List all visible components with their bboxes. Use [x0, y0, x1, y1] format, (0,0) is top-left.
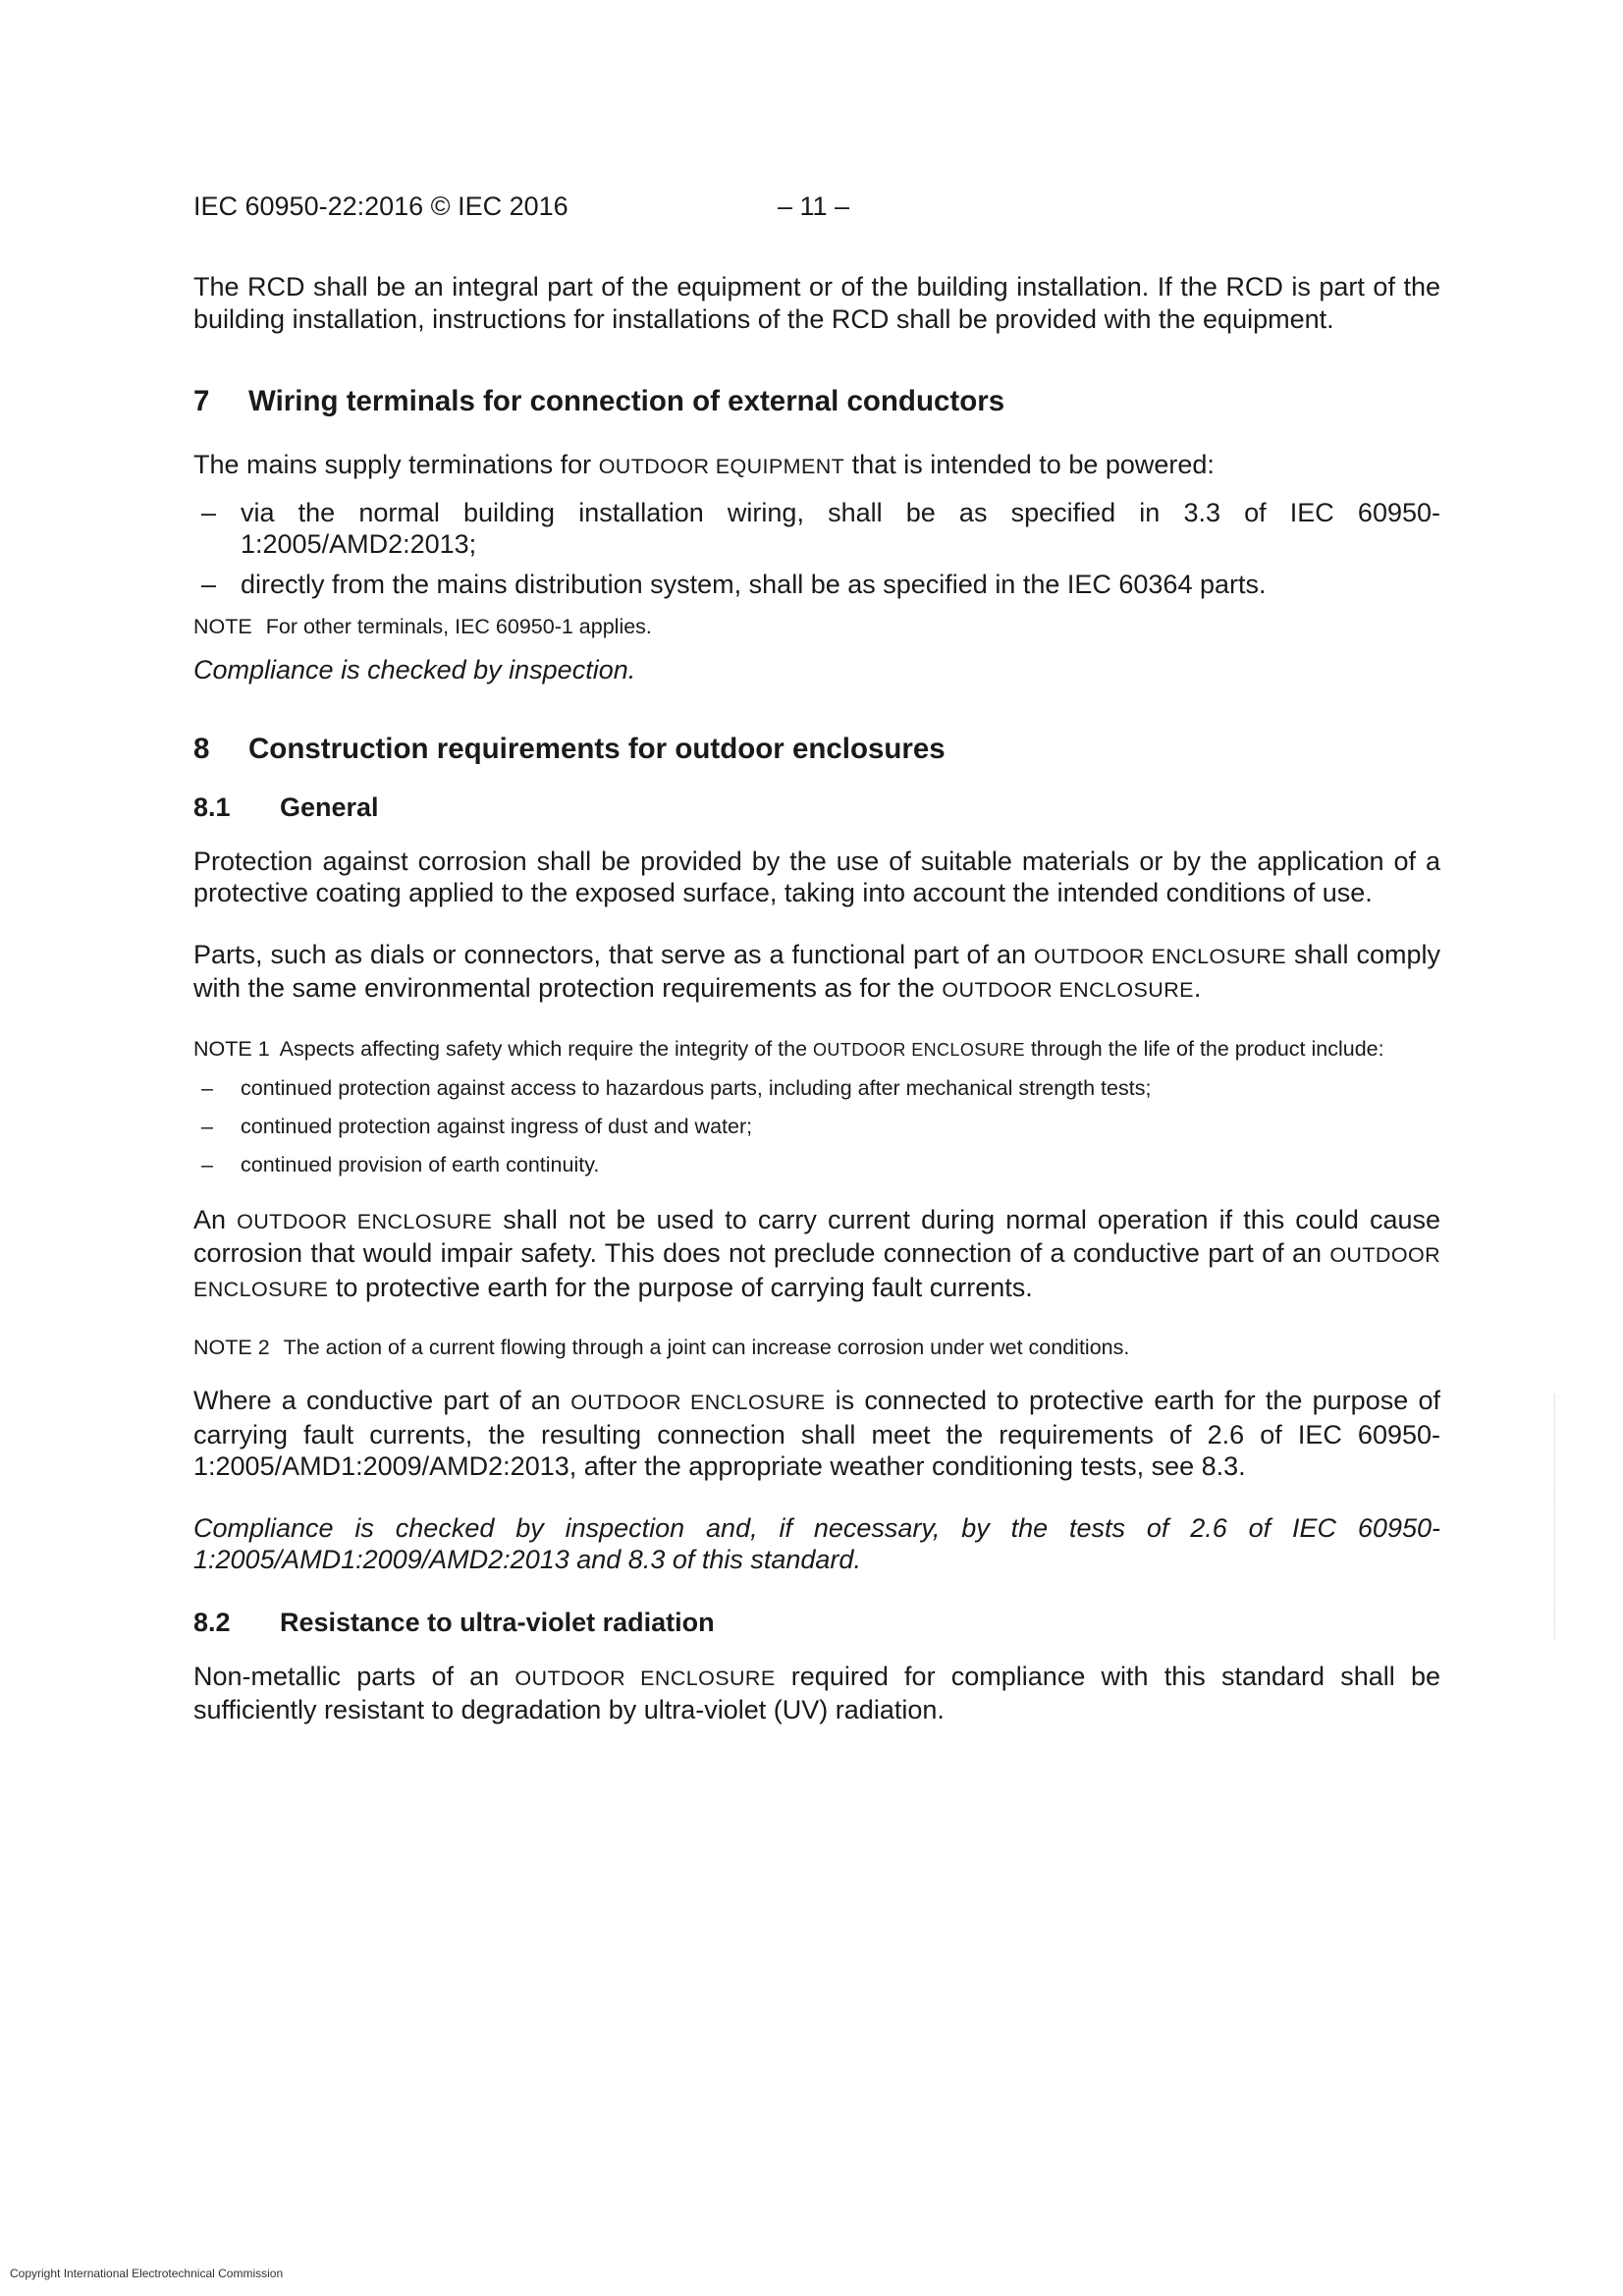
para-text: shall comply with the same environmental protection requirements as for the: [193, 939, 1440, 1003]
section-8-title: Construction requirements for outdoor enclosures: [248, 732, 946, 765]
lead-text-end: that is intended to be powered:: [844, 450, 1215, 479]
list-item: [193, 1114, 1440, 1140]
list-dash: –: [201, 569, 217, 599]
list-item-text: directly from the mains distribution system, shall be as specified in the IEC 60364 parts.: [241, 569, 1267, 599]
list-item-text: continued provision of earth continuity.: [241, 1152, 600, 1176]
para-text: required for compliance with this standard shall be sufficiently resistant to degradation by ultra-violet (UV) radiation.: [193, 1661, 1440, 1724]
note-1-list: [193, 1075, 1440, 1178]
defined-term: OUTDOOR ENCLOSURE: [1034, 944, 1286, 968]
defined-term: OUTDOOR ENCLOSURE: [193, 1243, 1440, 1301]
lead-text: The mains supply terminations for: [193, 450, 599, 479]
page-number: – 11 –: [778, 191, 850, 221]
para-text: Parts, such as dials or connectors, that serve as a functional part of an: [193, 939, 1035, 969]
section-8-2-heading: [193, 1606, 1440, 1639]
page-header: [193, 191, 1440, 225]
note-label: NOTE 1: [193, 1036, 270, 1061]
list-item-text: continued protection against ingress of dust and water;: [241, 1114, 753, 1138]
terminations-list: [193, 497, 1440, 601]
note-text: For other terminals, IEC 60950-1 applies.: [265, 615, 652, 638]
section-7-heading: [193, 384, 1440, 419]
section-8-number: 8: [193, 732, 210, 765]
defined-term: OUTDOOR ENCLOSURE: [237, 1209, 493, 1233]
section-7-title: Wiring terminals for connection of external conductors: [248, 385, 1005, 417]
document-id: IEC 60950-22:2016 © IEC 2016: [193, 191, 568, 221]
section-8-1-number: 8.1: [193, 792, 231, 822]
list-dash: –: [201, 1114, 213, 1138]
defined-term: OUTDOOR ENCLOSURE: [514, 1666, 776, 1690]
uv-paragraph: [193, 1661, 1440, 1726]
note-text: The action of a current flowing through a joint can increase corrosion under wet conditions.: [283, 1336, 1130, 1359]
corrosion-paragraph: Protection against corrosion shall be provided by the use of suitable materials or by the application of a protective coating applied to the exposed surface, taking into account the intended conditions of use.: [193, 846, 1440, 907]
list-item: [193, 497, 1440, 561]
list-item-text: via the normal building installation wiring, shall be as specified in 3.3 of IEC 60950-1:2005/AMD2:2013;: [241, 497, 1440, 559]
parts-paragraph: [193, 939, 1440, 1007]
section-8-1-title: General: [280, 792, 379, 822]
list-item: [193, 1075, 1440, 1102]
section-8-2-number: 8.2: [193, 1607, 231, 1637]
defined-term: OUTDOOR EQUIPMENT: [598, 455, 845, 478]
defined-term: OUTDOOR ENCLOSURE: [570, 1391, 826, 1414]
list-item: [193, 1152, 1440, 1178]
para-text: Non-metallic parts of an: [193, 1661, 515, 1691]
page-content: [193, 271, 1440, 1726]
list-dash: –: [201, 1152, 213, 1176]
compliance-statement: Compliance is checked by inspection.: [193, 655, 636, 684]
para-text: is connected to protective earth for the purpose of carrying fault currents, the resulting connection shall meet the requirements of 2.6 of IEC 60950-1:2005/AMD1:2009/AMD2:2013, after the appropriate weather conditioning tests, see 8.3.: [193, 1386, 1440, 1481]
note-label: NOTE 2: [193, 1336, 270, 1359]
current-paragraph: [193, 1204, 1440, 1306]
para-text: .: [1193, 973, 1202, 1003]
note-1: [193, 1036, 1440, 1064]
list-item-text: continued protection against access to hazardous parts, including after mechanical strength tests;: [241, 1075, 1152, 1100]
defined-term: OUTDOOR ENCLOSURE: [813, 1039, 1025, 1060]
section-7-lead: [193, 449, 1440, 483]
para-text: Where a conductive part of an: [193, 1386, 571, 1415]
compliance-statement-8-1: Compliance is checked by inspection and, if necessary, by the tests of 2.6 of IEC 60950-1:2005/AMD1:2009/AMD2:2013 and 8.3 of this standard.: [193, 1512, 1440, 1574]
defined-term: OUTDOOR ENCLOSURE: [942, 978, 1194, 1002]
section-8-2-title: Resistance to ultra-violet radiation: [280, 1607, 715, 1637]
note-label: NOTE: [193, 615, 252, 638]
para-text: shall not be used to carry current during normal operation if this could cause corrosion that would impair safety. This does not preclude connection of a conductive part of an: [193, 1204, 1440, 1268]
section-8-1-heading: [193, 791, 1440, 824]
list-dash: –: [201, 497, 217, 527]
section-8-heading: [193, 732, 1440, 767]
para-text: to protective earth for the purpose of carrying fault currents.: [328, 1272, 1033, 1302]
intro-paragraph: The RCD shall be an integral part of the equipment or of the building installation. If the RCD is part of the building installation, instructions for installations of the RCD shall be provided with the equipment.: [193, 272, 1440, 334]
note-2: [193, 1335, 1440, 1361]
scan-artifact: [1554, 1394, 1558, 1640]
note-text: Aspects affecting safety which require the integrity of the: [279, 1036, 814, 1061]
note-terminals: [193, 614, 1440, 640]
para-text: An: [193, 1204, 238, 1234]
section-7-number: 7: [193, 385, 210, 417]
list-item: [193, 569, 1440, 601]
earth-paragraph: [193, 1385, 1440, 1483]
footer-copyright: Copyright International Electrotechnical Commission: [10, 2267, 284, 2280]
list-dash: –: [201, 1075, 213, 1100]
note-text: through the life of the product include:: [1024, 1036, 1384, 1061]
